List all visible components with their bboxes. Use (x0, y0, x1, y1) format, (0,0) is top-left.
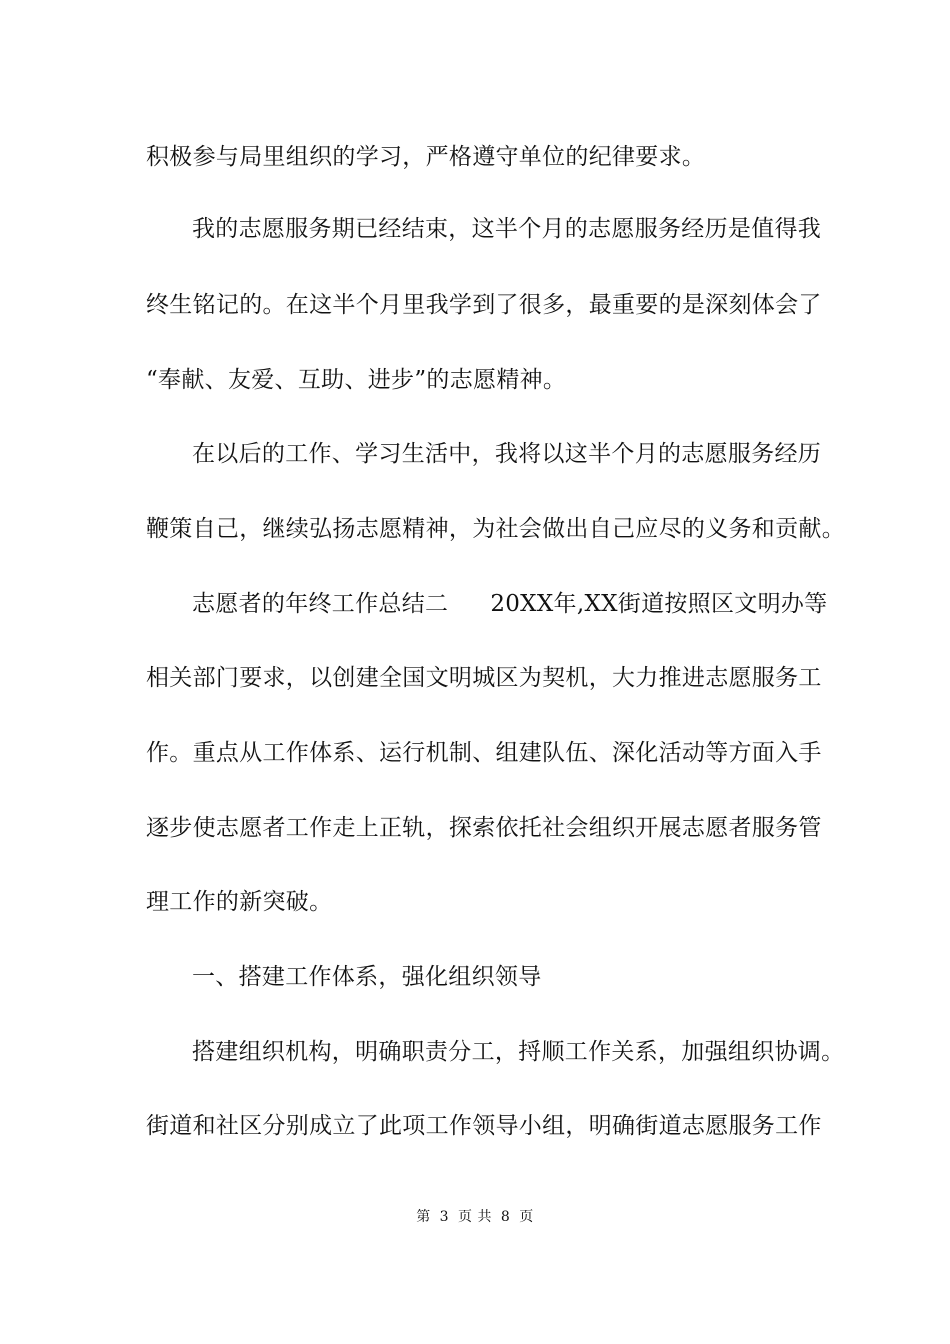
text-line: 作。重点从工作体系、运行机制、组建队伍、深化活动等方面入手 (146, 740, 822, 766)
section-heading-line (192, 589, 828, 619)
current-page-number: 3 (439, 1209, 450, 1225)
paragraph-start: 我的志愿服务期已经结束，这半个月的志愿服务经历是值得我 (192, 216, 822, 242)
text-line: 逐步使志愿者工作走上正轨，探索依托社会组织开展志愿者服务管 (146, 815, 822, 841)
text-line: 终生铭记的。在这半个月里我学到了很多，最重要的是深刻体会了 (146, 292, 822, 318)
paragraph-start: 在以后的工作、学习生活中，我将以这半个月的志愿服务经历 (192, 441, 822, 467)
text-line: 理工作的新突破。 (146, 889, 333, 915)
paragraph-start: 搭建组织机构，明确职责分工，捋顺工作关系，加强组织协调。 (192, 1039, 845, 1065)
text-line: “奉献、友爱、互助、进步”的志愿精神。 (146, 367, 567, 393)
text-line: 相关部门要求，以创建全国文明城区为契机，大力推进志愿服务工 (146, 665, 822, 691)
total-page-count: 8 (500, 1209, 511, 1225)
text-line: 街道和社区分别成立了此项工作领导小组，明确街道志愿服务工作 (146, 1113, 822, 1139)
section-title: 志愿者的年终工作总结二 (192, 591, 449, 617)
text-line: 鞭策自己，继续弘扬志愿精神，为社会做出自己应尽的义务和贡献。 (146, 516, 845, 542)
text-line: 积极参与局里组织的学习，严格遵守单位的纪律要求。 (146, 144, 706, 170)
footer-suffix: 页 (519, 1209, 534, 1225)
footer-middle: 页 共 (458, 1209, 492, 1225)
footer-prefix: 第 (416, 1209, 431, 1225)
subheading: 一、搭建工作体系，强化组织领导 (192, 964, 542, 990)
page-footer (0, 1208, 950, 1226)
section-intro: 20XX年,XX街道按照区文明办等 (490, 591, 828, 617)
